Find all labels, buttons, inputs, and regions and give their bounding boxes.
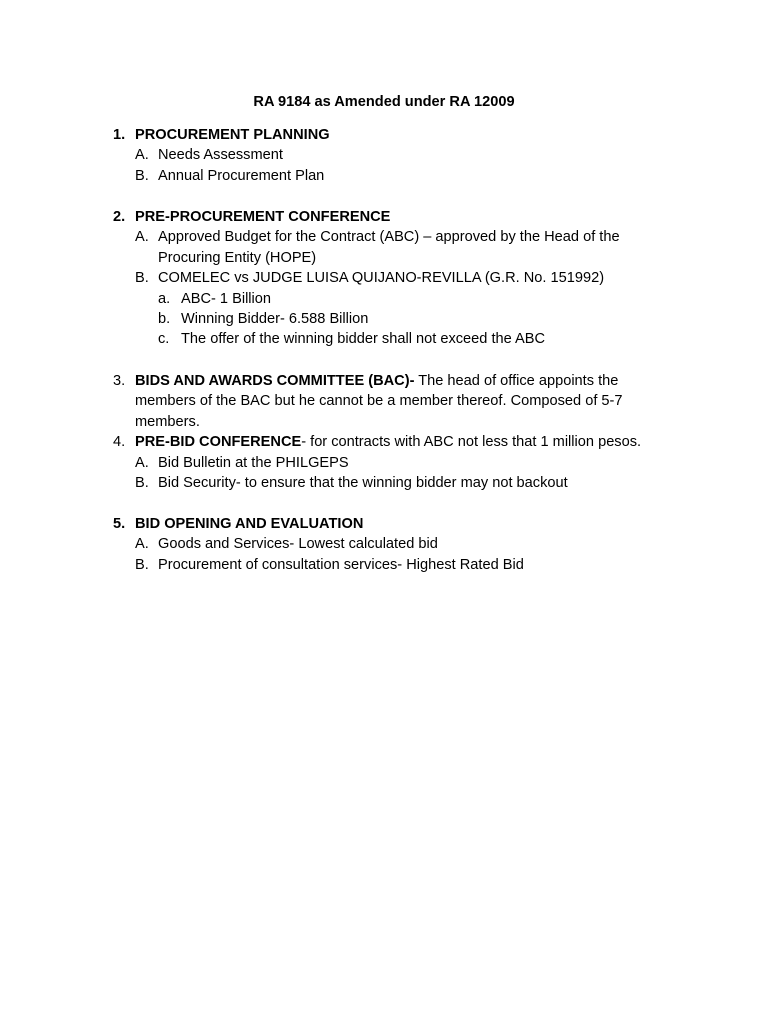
item-letter: A. (135, 536, 149, 553)
item-letter: A. (135, 229, 149, 246)
item-letter: B. (135, 556, 149, 573)
subitem-text: ABC- 1 Billion (181, 290, 272, 307)
sub-list-item (113, 289, 673, 309)
section-number: 2. (113, 209, 126, 225)
item-text: Approved Budget for the Contract (ABC) – approved by the Head of the Procuring Entity (HOPE) (158, 229, 620, 266)
item-letter: B. (135, 475, 149, 492)
section-number: 5. (113, 516, 126, 532)
subitem-letter: c. (158, 331, 170, 348)
list-item (113, 453, 673, 473)
section-number: 4. (113, 434, 126, 451)
section-heading-row (113, 432, 673, 452)
item-text: COMELEC vs JUDGE LUISA QUIJANO-REVILLA (G.R. No. 151992) (158, 270, 605, 287)
list-item (113, 534, 673, 554)
item-text: Bid Bulletin at the PHILGEPS (158, 454, 349, 471)
section-bac-and-pre-bid (113, 371, 673, 493)
subitem-letter: b. (158, 311, 171, 328)
section-heading: BIDS AND AWARDS COMMITTEE (BAC)- (135, 373, 415, 389)
list-item (113, 145, 673, 165)
sub-list-item (113, 329, 673, 349)
subitem-letter: a. (158, 290, 171, 307)
subitem-text: Winning Bidder- 6.588 Billion (181, 311, 369, 328)
section-heading: BID OPENING AND EVALUATION (135, 516, 364, 532)
document-title: RA 9184 as Amended under RA 12009 (253, 94, 515, 110)
section-heading-row (113, 125, 673, 145)
section-number: 1. (113, 127, 126, 143)
item-text: Goods and Services- Lowest calculated bid (158, 536, 438, 553)
section-number: 3. (113, 373, 126, 389)
section-body-text: - for contracts with ABC not less that 1 million pesos. (301, 434, 642, 451)
section-heading: PRE-BID CONFERENCE (135, 434, 302, 451)
item-text: Bid Security- to ensure that the winning bidder may not backout (158, 475, 568, 492)
item-letter: A. (135, 147, 149, 164)
section-procurement-planning (113, 125, 673, 186)
list-item (113, 227, 673, 268)
sub-list-item (113, 309, 673, 329)
item-text: Procurement of consultation services- Highest Rated Bid (158, 556, 524, 573)
section-heading-row (113, 207, 673, 227)
section-heading: PROCUREMENT PLANNING (135, 127, 330, 143)
list-item (113, 166, 673, 186)
section-heading-row (113, 371, 673, 432)
list-item (113, 473, 673, 493)
item-text: Annual Procurement Plan (158, 167, 325, 184)
section-bid-opening-and-evaluation (113, 514, 673, 575)
subitem-text: The offer of the winning bidder shall not exceed the ABC (181, 331, 545, 348)
section-heading-row (113, 514, 673, 534)
item-letter: B. (135, 270, 149, 287)
list-item (113, 555, 673, 575)
section-pre-procurement-conference (113, 207, 673, 350)
section-heading: PRE-PROCUREMENT CONFERENCE (135, 209, 391, 225)
item-text: Needs Assessment (158, 147, 283, 164)
item-letter: B. (135, 167, 149, 184)
item-letter: A. (135, 454, 149, 471)
section-body-text: The head of office appoints the members of the BAC but he cannot be a member thereof. Composed of 5-7 members. (135, 373, 623, 430)
list-item (113, 268, 673, 288)
